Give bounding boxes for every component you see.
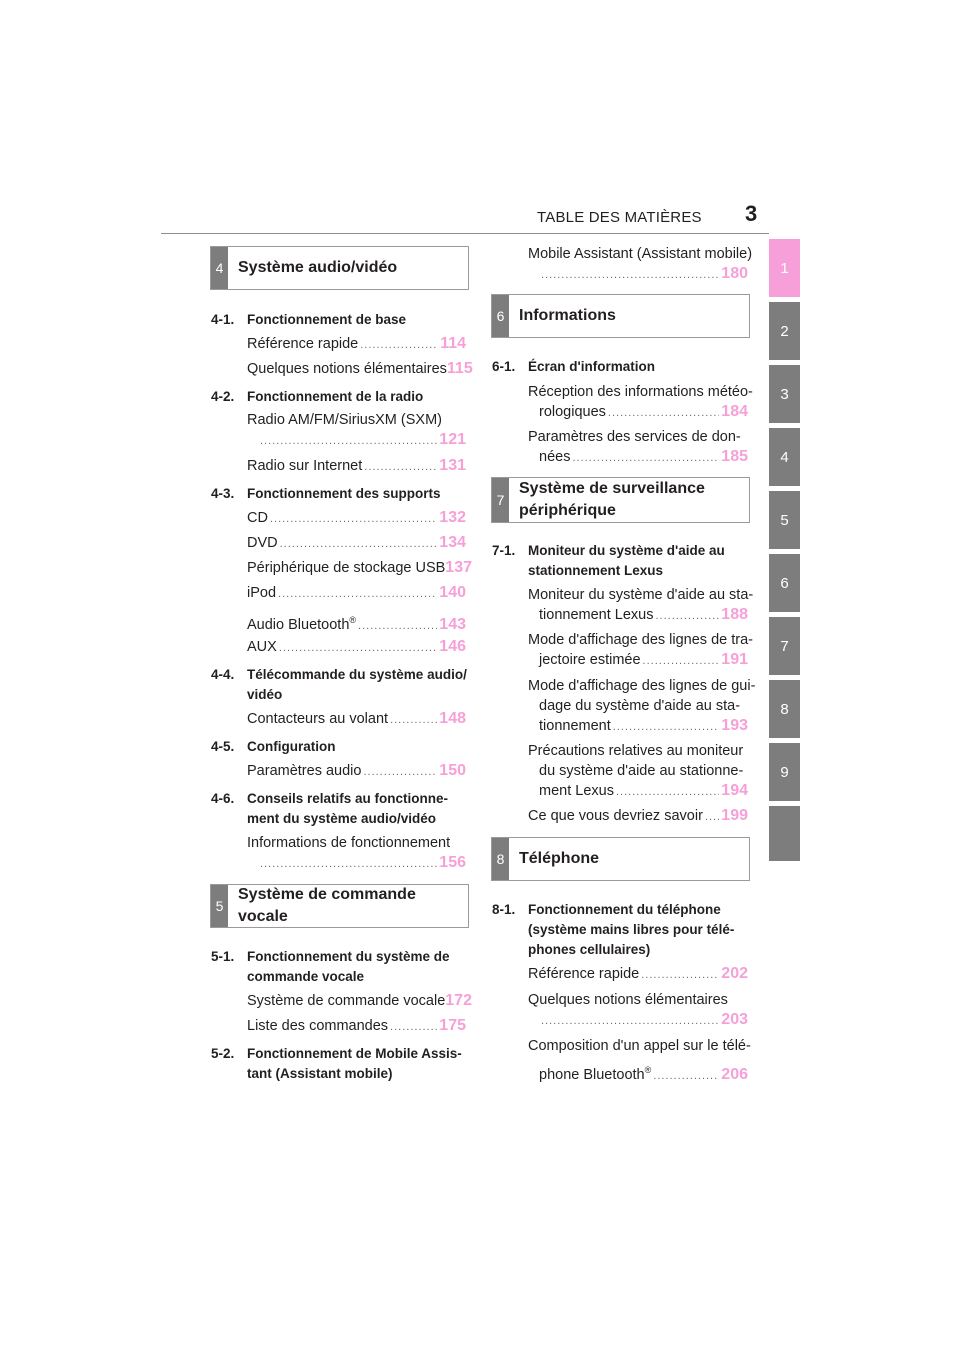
toc-entry[interactable]: Moniteur du système d'aide au sta- tionnement Lexus ..... 188 bbox=[528, 585, 748, 626]
toc-entry[interactable]: Mode d'affichage des lignes de tra- jectoire estimée ..... 191 bbox=[528, 630, 748, 671]
toc-entry[interactable]: Radio AM/FM/SiriusXM (SXM) ..... 121 bbox=[247, 410, 466, 451]
section-number: 4 bbox=[211, 247, 228, 289]
section-8-header bbox=[491, 837, 750, 881]
toc-entry[interactable]: Mode d'affichage des lignes de gui- dage du système d'aide au sta- tionnement ..... 193 bbox=[528, 676, 748, 737]
toc-entry[interactable]: Ce que vous devriez savoir ..... 199 bbox=[528, 806, 748, 827]
side-tab-blank bbox=[769, 806, 800, 861]
side-tab-7[interactable]: 7 bbox=[769, 617, 800, 675]
toc-entry[interactable]: Mobile Assistant (Assistant mobile) ..... 180 bbox=[528, 244, 748, 285]
toc-entry[interactable]: Paramètres audio ..... 150 bbox=[247, 761, 466, 782]
toc-entry[interactable]: Quelques notions élémentaires 115 bbox=[247, 360, 473, 377]
section-title: Système de surveillance périphérique bbox=[519, 480, 705, 519]
toc-entry[interactable]: Paramètres des services de don- nées ..... 185 bbox=[528, 427, 748, 468]
section-4-header bbox=[210, 246, 469, 290]
toc-entry[interactable]: Contacteurs au volant ..... 148 bbox=[247, 709, 466, 730]
toc-entry[interactable]: Composition d'un appel sur le télé- phone Bluetooth® ..... 206 bbox=[528, 1036, 748, 1086]
section-number: 5 bbox=[211, 885, 228, 927]
side-tab-6[interactable]: 6 bbox=[769, 554, 800, 612]
section-number: 6 bbox=[492, 295, 509, 337]
page-number: 3 bbox=[745, 201, 758, 226]
side-tab-4[interactable]: 4 bbox=[769, 428, 800, 486]
toc-entry[interactable]: Précautions relatives au moniteur du système d'aide au stationne- ment Lexus ..... 194 bbox=[528, 741, 748, 802]
side-tab-5[interactable]: 5 bbox=[769, 491, 800, 549]
toc-entry[interactable]: CD ..... 132 bbox=[247, 508, 466, 529]
side-tab-2[interactable]: 2 bbox=[769, 302, 800, 360]
toc-entry[interactable]: Périphérique de stockage USB 137 bbox=[247, 559, 472, 576]
toc-entry[interactable]: Quelques notions élémentaires ..... 203 bbox=[528, 990, 748, 1031]
section-number: 7 bbox=[492, 478, 509, 522]
header-title: TABLE DES MATIÈRES bbox=[537, 209, 702, 226]
side-tab-1[interactable]: 1 bbox=[769, 239, 800, 297]
toc-entry[interactable]: Radio sur Internet ..... 131 bbox=[247, 456, 466, 477]
section-title: Système audio/vidéo bbox=[238, 259, 398, 276]
toc-entry[interactable]: iPod ..... 140 bbox=[247, 583, 466, 604]
section-5-header bbox=[210, 884, 469, 928]
toc-entry[interactable]: Informations de fonctionnement ..... 156 bbox=[247, 833, 466, 874]
section-title: Système de commande vocale bbox=[238, 886, 416, 925]
toc-entry[interactable]: DVD ..... 134 bbox=[247, 533, 466, 554]
toc-entry[interactable]: AUX ..... 146 bbox=[247, 637, 466, 658]
toc-entry[interactable]: Système de commande vocale 172 bbox=[247, 992, 472, 1009]
side-tab-8[interactable]: 8 bbox=[769, 680, 800, 738]
toc-entry[interactable]: Référence rapide ..... 114 bbox=[247, 334, 466, 355]
section-number: 8 bbox=[492, 838, 509, 880]
side-tab-9[interactable]: 9 bbox=[769, 743, 800, 801]
section-title: Informations bbox=[519, 307, 616, 324]
toc-entry[interactable]: Liste des commandes ..... 175 bbox=[247, 1016, 466, 1037]
section-6-header bbox=[491, 294, 750, 338]
side-tab-3[interactable]: 3 bbox=[769, 365, 800, 423]
section-title: Téléphone bbox=[519, 850, 600, 867]
toc-entry[interactable]: Réception des informations météo- rologiques ..... 184 bbox=[528, 382, 748, 423]
toc-entry[interactable]: Audio Bluetooth® ..... 143 bbox=[247, 610, 466, 636]
section-7-header bbox=[491, 477, 750, 523]
toc-entry[interactable]: Référence rapide ..... 202 bbox=[528, 964, 748, 985]
header-rule bbox=[161, 233, 769, 234]
